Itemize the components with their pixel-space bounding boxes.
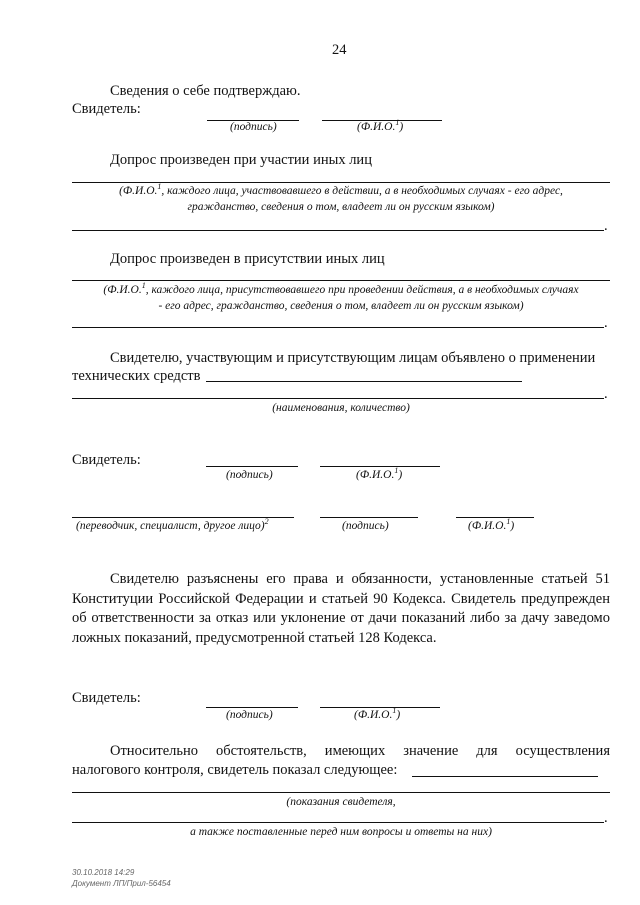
tech-hint: (наименования, количество) — [272, 402, 410, 414]
participation-line-end: . — [604, 218, 608, 234]
testimony-line-end: . — [604, 810, 608, 826]
fio-line-3 — [320, 707, 440, 708]
interpreter-sig-line — [320, 517, 418, 518]
witness-label-2: Свидетель: — [72, 452, 141, 468]
page-number: 24 — [332, 42, 347, 58]
fio-label: (Ф.И.О.$^1$) — [357, 118, 404, 133]
interpreter-label: (переводчик, специалист, другое лицо)$^2$ — [76, 517, 269, 532]
tech-text-2: технических средств — [72, 368, 201, 384]
presence-line-1 — [72, 280, 610, 281]
participation-hint-1: (Ф.И.О.$^1$, каждого лица, участвовавшего в действии, а в необходимых случаях - его адрес, — [119, 182, 563, 197]
interpreter-fio-label: (Ф.И.О.$^1$) — [468, 517, 515, 532]
tech-text-1: Свидетелю, участвующим и присутствующим лицам объявлено о применении — [110, 350, 596, 366]
testimony-line-3 — [72, 822, 604, 823]
rights-paragraph: Свидетелю разъяснены его права и обязанности, установленные статьей 51 Конституции Российской Федерации и статьей 90 Кодекса. Свидетель предупрежден об ответственности за отказ или уклонение от дачи показаний либо за дачу заведомо ложных показаний, предусмотренной статьей 128 Кодекса. — [72, 571, 610, 646]
participation-line-1 — [72, 182, 610, 183]
others-presence-text: Допрос произведен в присутствии иных лиц — [110, 251, 385, 267]
signature-label-3: (подпись) — [226, 709, 273, 721]
testimony-text-1: Относительно обстоятельств, имеющих значение для осуществления — [110, 743, 610, 759]
tech-line-end: . — [604, 386, 608, 402]
tech-line-2 — [72, 398, 604, 399]
fio-line-2 — [320, 466, 440, 467]
presence-hint-2: - его адрес, гражданство, сведения о том, владеет ли он русским языком) — [158, 300, 524, 312]
fio-label-2: (Ф.И.О.$^1$) — [356, 466, 403, 481]
testimony-line-1 — [412, 776, 598, 777]
fio-label-3: (Ф.И.О.$^1$) — [354, 706, 401, 721]
presence-line-end: . — [604, 315, 608, 331]
interpreter-fio-line — [456, 517, 534, 518]
witness-label: Свидетель: — [72, 101, 141, 117]
presence-line-2 — [72, 327, 604, 328]
testimony-hint-1: (показания свидетеля, — [286, 796, 396, 808]
participation-line-2 — [72, 230, 604, 231]
testimony-line-2 — [72, 792, 610, 793]
testimony-hint-2: а также поставленные перед ним вопросы и ответы на них) — [190, 826, 492, 838]
tech-line-1 — [206, 381, 522, 382]
signature-label-2: (подпись) — [226, 469, 273, 481]
witness-label-3: Свидетель: — [72, 690, 141, 706]
testimony-text-2: налогового контроля, свидетель показал следующее: — [72, 762, 398, 778]
signature-line-3 — [206, 707, 298, 708]
signature-label: (подпись) — [230, 121, 277, 133]
interpreter-sig-label: (подпись) — [342, 520, 389, 532]
others-participation-text: Допрос произведен при участии иных лиц — [110, 152, 372, 168]
presence-hint-1: (Ф.И.О.$^1$, каждого лица, присутствовавшего при проведении действия, а в необходимых случаях — [103, 281, 579, 296]
interpreter-line — [72, 517, 294, 518]
signature-line-2 — [206, 466, 298, 467]
confirm-text: Сведения о себе подтверждаю. — [110, 83, 301, 99]
footer-timestamp: 30.10.2018 14:29 — [72, 868, 135, 877]
participation-hint-2: гражданство, сведения о том, владеет ли он русским языком) — [187, 201, 495, 213]
footer-document-id: Документ ЛП/Прил-56454 — [72, 879, 171, 888]
